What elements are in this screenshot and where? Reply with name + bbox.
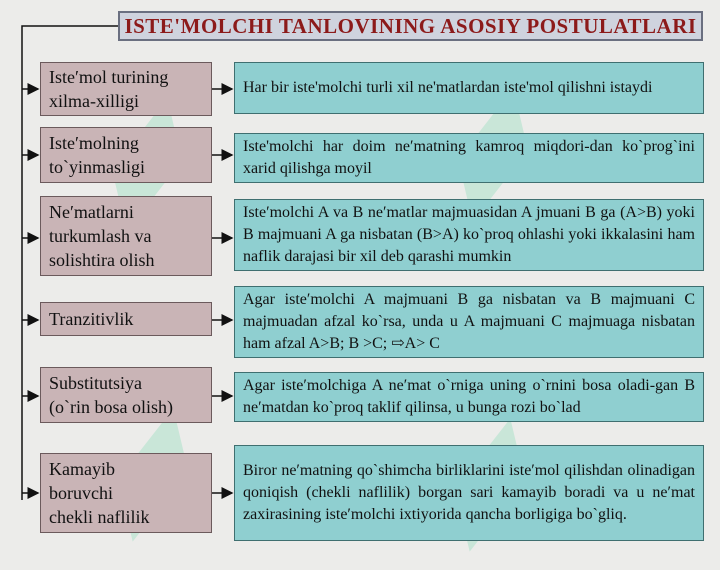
postulate-description-2: Iste'molchi har doim ne′matning kamroq miqdori-dan ko`prog`ini xarid qilishga moyil bbox=[234, 133, 704, 183]
postulate-description-6: Biror ne′matning qo`shimcha birliklarini iste′mol qilishdan olinadigan qoniqish (chekli naflilik) borgan sari kamayib boradi va u ne′mat zaxirasining iste′molchi ixtiyorida qancha borligiga bo`gliq. bbox=[234, 445, 704, 541]
diagram-title: ISTE'MOLCHI TANLOVINING ASOSIY POSTULATLARI bbox=[118, 11, 703, 41]
postulate-description-1: Har bir iste'molchi turli xil ne'matlardan iste'mol qilishni istaydi bbox=[234, 62, 704, 114]
postulate-description-3: Iste′molchi A va B ne′matlar majmuasidan A jmuani B ga (A>B) yoki B majmuani A ga nisbatan (B>A) ko`proq ohlashi yoki ikkalasini ham naflik darajasi bir xil deb qarashi mumkin bbox=[234, 199, 704, 271]
postulate-label-4: Tranzitivlik bbox=[40, 302, 212, 336]
postulate-description-4: Agar iste′molchi A majmuani B ga nisbatan va B majmuani C majmuadan afzal ko`rsa, unda u A majmuani C majmuaga nisbatan ham afzal A>B; B >C; ⇨A> C bbox=[234, 286, 704, 358]
postulate-label-5: Substitutsiya (o`rin bosa olish) bbox=[40, 367, 212, 423]
postulate-description-5: Agar iste′molchiga A ne′mat o`rniga uning o`rnini bosa oladi-gan B ne′matdan ko`proq taklif qilinsa, u bunga rozi bo`lad bbox=[234, 372, 704, 422]
postulate-label-2: Iste′molning to`yinmasligi bbox=[40, 127, 212, 183]
postulate-label-1: Iste′mol turining xilma-xilligi bbox=[40, 62, 212, 116]
postulate-label-3: Ne′matlarni turkumlash va solishtira olish bbox=[40, 196, 212, 276]
postulate-label-6: Kamayib boruvchi chekli naflilik bbox=[40, 453, 212, 533]
